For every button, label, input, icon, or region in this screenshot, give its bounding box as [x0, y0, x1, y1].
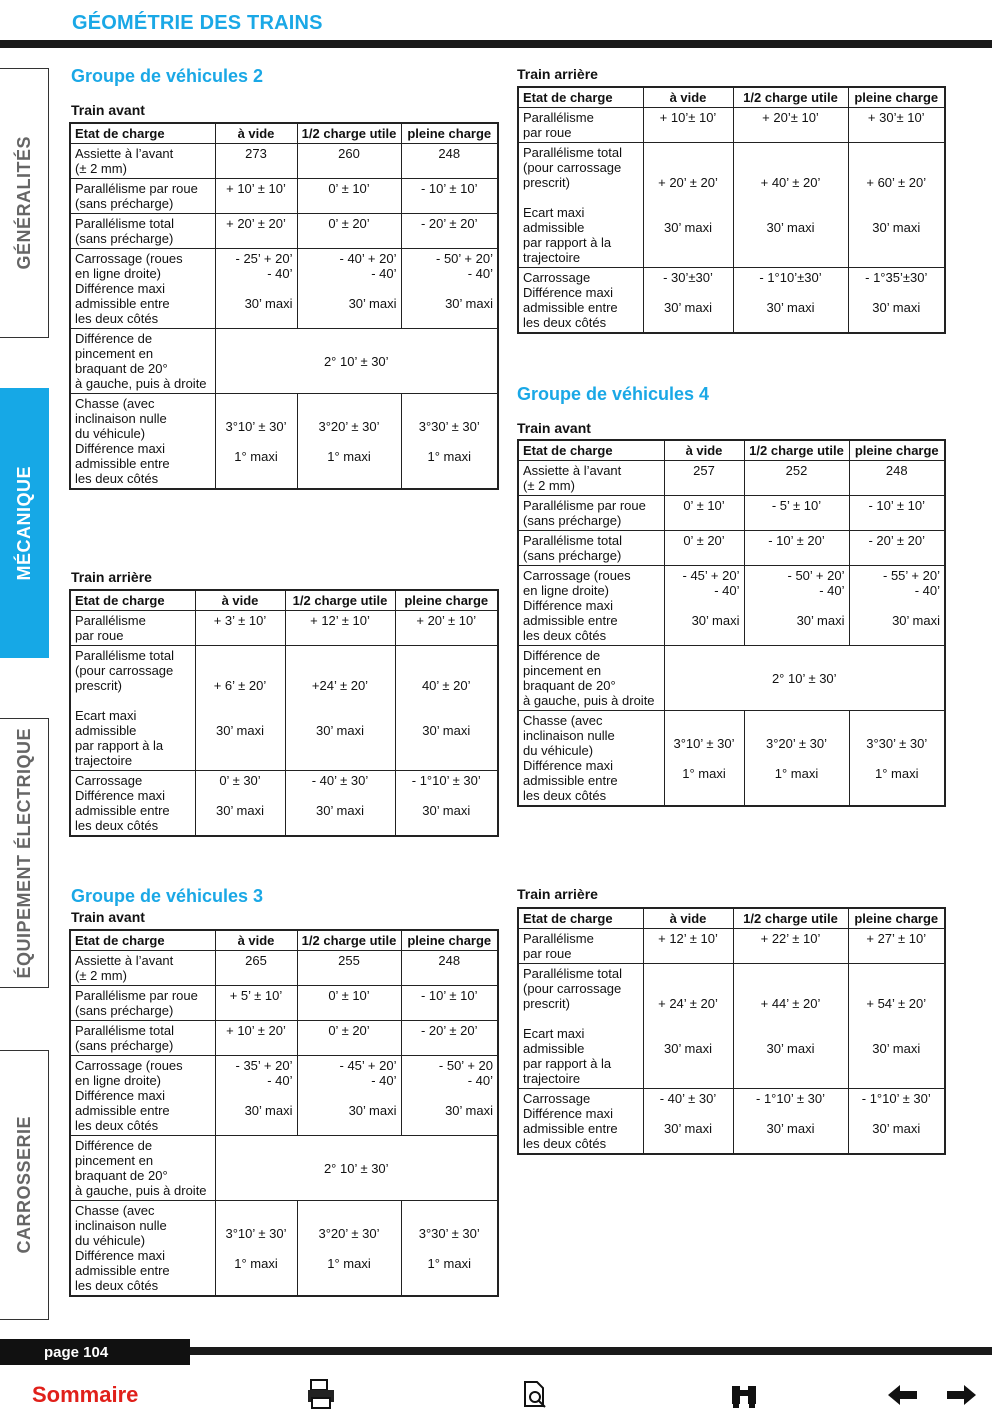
- top-rule: [0, 40, 992, 48]
- tab-equipement-electrique[interactable]: ÉQUIPEMENT ÉLECTRIQUE: [0, 718, 49, 988]
- page-number: page 104: [0, 1339, 190, 1365]
- group4-rear-table: Etat de charge à vide 1/2 charge utile pleine charge Parallélisme par roue + 12’ ± 10’ + 22’ ± 10’ + 27’ ± 10’ Parallélisme total (pour carrossage prescrit) Ecart maxi admissible par rapport à la trajectoire + 24’ ± 20’ 30’ maxi + 44’ ± 20’ 30’ maxi + 54’ ± 20’ 30’ maxi Carrossage Différence maxi admissible entre les deux côtés - 40’ ± 30’ 30’ maxi - 1°10’ ± 30’ 30’ maxi - 1°10’ ± 30’ 30’ maxi: [517, 907, 946, 1155]
- printer-icon[interactable]: [304, 1378, 338, 1412]
- group4-title: Groupe de véhicules 4: [517, 384, 710, 404]
- page-title: GÉOMÉTRIE DES TRAINS: [72, 12, 323, 34]
- arrow-right-icon[interactable]: [944, 1378, 978, 1412]
- tab-mecanique[interactable]: MÉCANIQUE: [0, 388, 49, 658]
- tab-carrosserie[interactable]: CARROSSERIE: [0, 1050, 49, 1320]
- table-cell: Assiette à l’avant (± 2 mm): [70, 144, 215, 179]
- right-top-rear-title: Train arrière: [517, 66, 598, 82]
- group4-front-title: Train avant: [517, 420, 591, 436]
- group2-front-title: Train avant: [71, 102, 145, 118]
- binoculars-icon[interactable]: [727, 1378, 761, 1412]
- group2-title: Groupe de véhicules 2: [71, 66, 264, 86]
- group2-front-table: Etat de charge à vide 1/2 charge utile pleine charge Assiette à l’avant (± 2 mm) 273 260 248 Parallélisme par roue (sans précharge) + 10’ ± 10’ 0’ ± 10’ - 10’ ± 10’ Parallélisme total (sans précharge) + 20’ ± 20’ 0’ ± 20’ - 20’ ± 20’ Carrossage (roues en ligne droite) Différence maxi admissible entre les deux côtés - 25’ + 20’ - 40’ 30’ maxi - 40’ + 20’ - 40’ 30’ maxi - 50’ + 20’ - 40’ 30’ maxi Différence de pincement en braquant de 20° à gauche, puis à droite 2° 10’ ± 30’ Chasse (avec inclinaison nulle du véhicule) Différence maxi admissible entre les deux côtés 3°10’ ± 30’ 1° maxi 3°20’ ± 30’ 1° maxi 3°30’ ± 30’ 1° maxi: [69, 122, 499, 490]
- table-header: Etat de charge: [70, 123, 215, 144]
- group4-rear-title: Train arrière: [517, 886, 598, 902]
- group3-title: Groupe de véhicules 3: [71, 886, 264, 906]
- group3-front-title: Train avant: [71, 909, 145, 925]
- arrow-left-icon[interactable]: [886, 1378, 920, 1412]
- group2-rear-title: Train arrière: [71, 569, 152, 585]
- right-top-rear-table: Etat de charge à vide 1/2 charge utile pleine charge Parallélisme par roue + 10’± 10’ + 20’± 10’ + 30’± 10’ Parallélisme total (pour carrossage prescrit) Ecart maxi admissible par rapport à la trajectoire + 20’ ± 20’ 30’ maxi + 40’ ± 20’ 30’ maxi + 60’ ± 20’ 30’ maxi Carrossage Différence maxi admissible entre les deux côtés - 30’±30’ 30’ maxi - 1°10’±30’ 30’ maxi - 1°35’±30’ 30’ maxi: [517, 86, 946, 334]
- zoom-document-icon[interactable]: [517, 1378, 551, 1412]
- group3-front-table: Etat de charge à vide 1/2 charge utile pleine charge Assiette à l’avant (± 2 mm) 265 255 248 Parallélisme par roue (sans précharge) + 5’ ± 10’ 0’ ± 10’ - 10’ ± 10’ Parallélisme total (sans précharge) + 10’ ± 20’ 0’ ± 20’ - 20’ ± 20’ Carrossage (roues en ligne droite) Différence maxi admissible entre les deux côtés - 35’ + 20’ - 40’ 30’ maxi - 45’ + 20’ - 40’ 30’ maxi - 50’ + 20 - 40’ 30’ maxi Différence de pincement en braquant de 20° à gauche, puis à droite 2° 10’ ± 30’ Chasse (avec inclinaison nulle du véhicule) Différence maxi admissible entre les deux côtés 3°10’ ± 30’ 1° maxi 3°20’ ± 30’ 1° maxi 3°30’ ± 30’ 1° maxi: [69, 929, 499, 1297]
- tab-generalites[interactable]: GÉNÉRALITÉS: [0, 68, 49, 338]
- sommaire-link[interactable]: Sommaire: [32, 1382, 139, 1407]
- group2-rear-table: Etat de charge à vide 1/2 charge utile pleine charge Parallélisme par roue + 3’ ± 10’ + 12’ ± 10’ + 20’ ± 10’ Parallélisme total (pour carrossage prescrit) Ecart maxi admissible par rapport à la trajectoire + 6’ ± 20’ 30’ maxi +24’ ± 20’ 30’ maxi 40’ ± 20’ 30’ maxi Carrossage Différence maxi admissible entre les deux côtés 0’ ± 30’ 30’ maxi - 40’ ± 30’ 30’ maxi - 1°10’ ± 30’ 30’ maxi: [69, 589, 499, 837]
- group4-front-table: Etat de charge à vide 1/2 charge utile pleine charge Assiette à l’avant (± 2 mm) 257 252 248 Parallélisme par roue (sans précharge) 0’ ± 10’ - 5’ ± 10’ - 10’ ± 10’ Parallélisme total (sans précharge) 0’ ± 20’ - 10’ ± 20’ - 20’ ± 20’ Carrossage (roues en ligne droite) Différence maxi admissible entre les deux côtés - 45’ + 20’ - 40’ 30’ maxi - 50’ + 20’ - 40’ 30’ maxi - 55’ + 20’ - 40’ 30’ maxi Différence de pincement en braquant de 20° à gauche, puis à droite 2° 10’ ± 30’ Chasse (avec inclinaison nulle du véhicule) Différence maxi admissible entre les deux côtés 3°10’ ± 30’ 1° maxi 3°20’ ± 30’ 1° maxi 3°30’ ± 30’ 1° maxi: [517, 439, 946, 807]
